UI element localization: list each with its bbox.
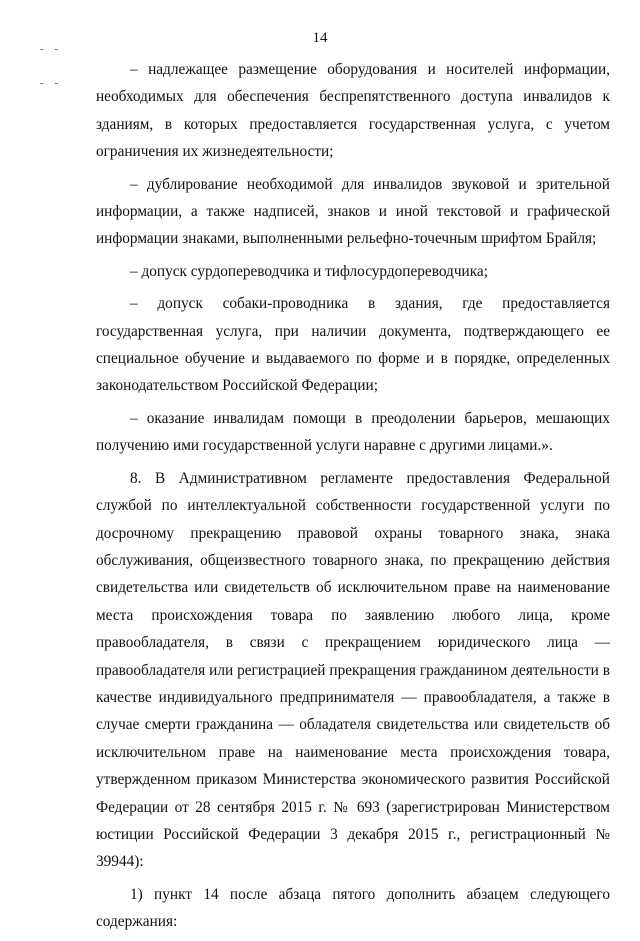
paragraph-duplication-braille: – дублирование необходимой для инвалидов звуковой и зрительной информации, а также надписей, знаков и иной текстовой и графической информации знаками, выполненными рельефно-точечным шрифтом Брайля; bbox=[96, 175, 610, 248]
paragraph-sign-interpreter: – допуск сурдопереводчика и тифлосурдопереводчика; bbox=[130, 262, 488, 280]
paragraph-guide-dog: – допуск собаки-проводника в здания, где предоставляется государственная услуга, при наличии документа, подтверждающего ее специальное обучение и выдаваемого по форме и в порядке, определенных законодательством Российской Федерации; bbox=[96, 295, 610, 395]
document-body bbox=[96, 56, 610, 941]
margin-mark: - - bbox=[40, 77, 63, 89]
paragraph-assistance: – оказание инвалидам помощи в преодолении барьеров, мешающих получению ими государственной услуги наравне с другими лицами.». bbox=[96, 409, 610, 455]
paragraph-item-8: 8. В Административном регламенте предоставления Федеральной службой по интеллектуальной собственности государственной услуги по досрочному прекращению правовой охраны товарного знака, знака обслуживания, общеизвестного товарного знака, по прекращению действия свидетельства или свидетельств об исключительном праве на наименование места происхождения товара по заявлению любого лица, кроме правообладателя, в связи с прекращением юридического лица — правообладателя или регистрацией прекращения гражданином деятельности в качестве индивидуального предпринимателя — правообладателя, а также в случае смерти гражданина — обладателя свидетельства или свидетельств об исключительном праве на наименование места происхождения товара, утвержденном приказом Министерства экономического развития Российской Федерации от 28 сентября 2015 г. № 693 (зарегистрирован Министерством юстиции Российской Федерации 3 декабря 2015 г., регистрационный № 39944): bbox=[96, 469, 610, 871]
margin-mark: - - bbox=[40, 43, 63, 55]
paragraph-accessibility-equipment: – надлежащее размещение оборудования и носителей информации, необходимых для обеспечения беспрепятственного доступа инвалидов к зданиям, в которых предоставляется государственная услуга, с учетом ограничения их жизнедеятельности; bbox=[96, 61, 610, 161]
paragraph-subitem-1: 1) пункт 14 после абзаца пятого дополнить абзацем следующего содержания: bbox=[96, 885, 610, 931]
page-number: 14 bbox=[312, 30, 328, 46]
